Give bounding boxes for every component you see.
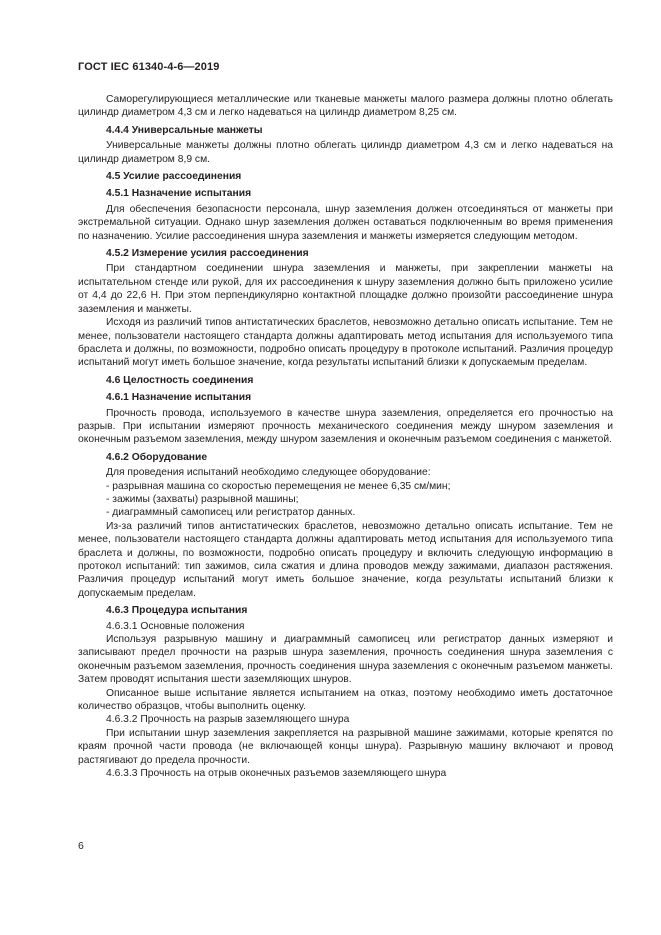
list-item: - зажимы (захваты) разрывной машины;: [106, 493, 299, 505]
subsection-heading: 4.6.3.2 Прочность на разрыв заземляющего шнура: [106, 714, 350, 726]
section-heading: 4.6.2 Оборудование: [106, 451, 208, 463]
page-number: 6: [78, 840, 84, 852]
section-heading: 4.5.1 Назначение испытания: [106, 188, 252, 200]
paragraph: Саморегулирующиеся металлические или тканевые манжеты малого размера должны плотно облегать цилиндр диаметром 4,3 см и легко надеваться на цилиндр диаметром 8,25 см.: [78, 94, 613, 119]
paragraph: Универсальные манжеты должны плотно облегать цилиндр диаметром 4,3 см и легко надеваться на цилиндр диаметром 8,9 см.: [78, 140, 613, 165]
subsection-heading: 4.6.3.1 Основные положения: [106, 620, 245, 632]
paragraph: Исходя из различий типов антистатических браслетов, невозможно детально описать испытание. Тем не менее, пользователи настоящего стандарта должны адаптировать метод испытания для используемого типа браслета и должны, по возможности, подробно описать процедуру в протоколе испытаний. Различия процедур испытаний могут иметь большое значение, когда результаты испытаний близки к допускаемым пределам.: [78, 317, 613, 369]
paragraph: Из-за различий типов антистатических браслетов, невозможно детально описать испытание. Тем не менее, пользователи настоящего стандарта должны адаптировать метод испытания для используемого типа браслета и должны, по возможности, подробно описать процедуру и включить следующую информацию в протокол испытаний: тип зажимов, сила сжатия и длина проводов между зажимами, диапазон растяжения. Различия процедур испытаний могут иметь большое значение, когда результаты испытаний близки к допускаемым пределам.: [78, 520, 613, 599]
paragraph: Для проведения испытаний необходимо следующее оборудование:: [106, 467, 431, 479]
section-heading: 4.4.4 Универсальные манжеты: [106, 124, 263, 136]
paragraph: При испытании шнур заземления закрепляется на разрывной машине зажимами, которые крепятся по краям прочной части провода (не включающей концы шнура). Разрывную машину включают и провод растягивают до предела прочности.: [78, 727, 613, 766]
list-item: - разрывная машина со скоростью перемещения не менее 6,35 см/мин;: [106, 480, 451, 492]
paragraph: Прочность провода, используемого в качестве шнура заземления, определяется его прочностью на разрыв. При испытании измеряют прочность механического соединения между шнуром заземления и оконечным разъемом заземления, между шнуром заземления и оконечным разъемом соединения с манжетой.: [78, 407, 613, 446]
paragraph: Используя разрывную машину и диаграммный самописец или регистратор данных измеряют и записывают предел прочности на разрыв шнура заземления, прочность соединения шнура заземления с оконечным разъемом заземления, прочность соединения шнура заземления с оконечным разъемом манжеты. Затем проводят испытания шести заземляющих шнуров.: [78, 634, 613, 686]
paragraph: Описанное выше испытание является испытанием на отказ, поэтому необходимо иметь достаточное количество образцов, чтобы выполнить оценку.: [78, 687, 613, 713]
page-header: ГОСТ IEC 61340-4-6—2019: [78, 61, 220, 73]
section-heading: 4.6.3 Процедура испытания: [106, 605, 248, 617]
paragraph: Для обеспечения безопасности персонала, шнур заземления должен отсоединяться от манжеты при экстремальной ситуации. Однако шнур заземления должен оставаться подключенным во время применения по назначению. Усилие рассоединения шнура заземления и манжеты измеряется следующим методом.: [78, 203, 613, 242]
section-heading: 4.5.2 Измерение усилия рассоединения: [106, 248, 309, 260]
section-heading: 4.6 Целостность соединения: [106, 374, 254, 386]
section-heading: 4.6.1 Назначение испытания: [106, 392, 252, 404]
section-heading: 4.5 Усилие рассоединения: [106, 171, 242, 183]
subsection-heading: 4.6.3.3 Прочность на отрыв оконечных разъемов заземляющего шнура: [106, 768, 447, 780]
paragraph: При стандартном соединении шнура заземления и манжеты, при закреплении манжеты на испытательном стенде или рукой, для их рассоединения к шнуру заземления должно быть приложено усилие от 4,4 до 22,6 Н. При этом перпендикулярно контактной площадке должно произойти рассоединение шнура заземления и манжеты.: [78, 263, 613, 315]
list-item: - диаграммный самописец или регистратор данных.: [106, 507, 356, 519]
page-content: [78, 93, 613, 781]
